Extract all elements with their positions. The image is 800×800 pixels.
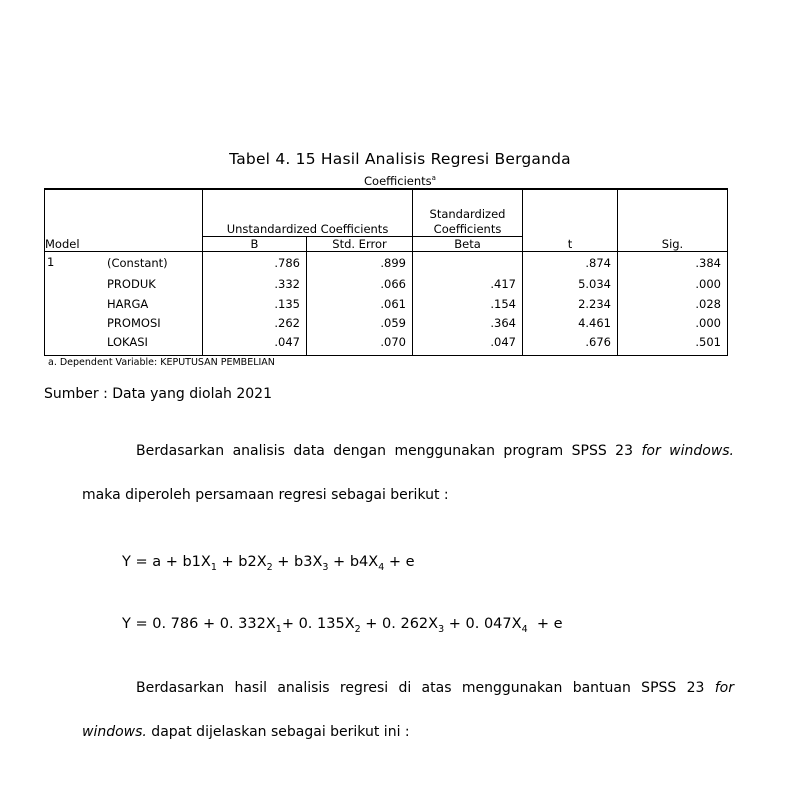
cell-t-constant: .874	[585, 256, 611, 270]
body-column-beta	[413, 252, 523, 356]
cell-se-harga: .061	[380, 297, 406, 311]
cell-b-harga: .135	[274, 297, 300, 311]
table-source: Sumber : Data yang diolah 2021	[44, 386, 272, 402]
cell-sig-lokasi: .501	[695, 335, 721, 349]
beta-values	[413, 252, 522, 355]
t-values	[523, 252, 617, 355]
header-t: t	[523, 189, 618, 252]
paragraph-2-line-2-italic: windows.	[82, 724, 147, 740]
header-std-error: Std. Error	[307, 237, 413, 252]
cell-beta-produk: .417	[490, 277, 516, 291]
header-model: Model	[45, 189, 203, 252]
paragraph-1-line-1-plain: Berdasarkan analisis data dengan menggunakan program SPSS 23	[136, 443, 642, 459]
cell-se-produk: .066	[380, 277, 406, 291]
model-number: 1	[47, 255, 55, 269]
cell-se-constant: .899	[380, 256, 406, 270]
sig-values	[618, 252, 727, 355]
cell-beta-lokasi: .047	[490, 335, 516, 349]
cell-t-produk: 5.034	[578, 277, 611, 291]
cell-sig-produk: .000	[695, 277, 721, 291]
paragraph-1-line-1-italic: for windows.	[641, 443, 735, 459]
paragraph-1-line-2: maka diperoleh persamaan regresi sebagai berikut :	[82, 487, 449, 503]
cell-beta-constant	[413, 254, 522, 273]
header-unstandardized-coefficients: Unstandardized Coefficients	[203, 189, 413, 237]
paragraph-2-line-1	[136, 680, 734, 696]
row-label-promosi: PROMOSI	[107, 316, 161, 330]
body-column-model	[45, 252, 203, 356]
body-column-sig	[618, 252, 728, 356]
std-error-values	[307, 252, 412, 355]
equation-fitted: Y = 0. 786 + 0. $332X_1+ 0$. $135X_2 + 0$. $262X_3 + 0$. $047X_4 + e$	[122, 616, 563, 635]
paragraph-2-line-1-plain: Berdasarkan hasil analisis regresi di atas menggunakan bantuan SPSS 23	[136, 680, 715, 696]
table-header-row-groups	[45, 189, 728, 237]
table-subtitle-text: Coefficients	[364, 174, 432, 188]
cell-t-promosi: 4.461	[578, 316, 611, 330]
cell-t-harga: 2.234	[578, 297, 611, 311]
cell-beta-harga: .154	[490, 297, 516, 311]
body-column-std-error	[307, 252, 413, 356]
row-label-constant: (Constant)	[107, 256, 168, 270]
cell-sig-constant: .384	[695, 256, 721, 270]
paragraph-2-line-2-plain: dapat dijelaskan sebagai berikut ini :	[146, 724, 410, 740]
cell-sig-promosi: .000	[695, 316, 721, 330]
table-subtitle-superscript: a	[431, 174, 436, 183]
body-column-t	[523, 252, 618, 356]
cell-beta-promosi: .364	[490, 316, 516, 330]
header-sig: Sig.	[618, 189, 728, 252]
header-standardized-coefficients	[413, 189, 523, 237]
b-values	[203, 252, 306, 355]
table-footnote: a. Dependent Variable: KEPUTUSAN PEMBELIAN	[48, 357, 275, 368]
cell-b-lokasi: .047	[274, 335, 300, 349]
header-standardized-line1: Standardized	[429, 207, 506, 222]
coefficients-table	[44, 188, 728, 356]
table-caption: Tabel 4. 15 Hasil Analisis Regresi Berganda	[229, 150, 571, 168]
cell-b-promosi: .262	[274, 316, 300, 330]
row-label-lokasi: LOKASI	[107, 335, 148, 349]
paragraph-2-line-2	[82, 724, 410, 740]
header-beta: Beta	[413, 237, 523, 252]
cell-sig-harga: .028	[695, 297, 721, 311]
model-row-labels	[45, 252, 202, 355]
header-standardized-line2: Coefficients	[433, 221, 502, 236]
cell-b-constant: .786	[274, 256, 300, 270]
paragraph-1-line-1	[136, 443, 734, 459]
cell-se-promosi: .059	[380, 316, 406, 330]
cell-b-produk: .332	[274, 277, 300, 291]
header-b: B	[203, 237, 307, 252]
table-subtitle	[0, 174, 800, 188]
paragraph-2-line-1-italic: for	[714, 680, 734, 696]
equation-general: $Y = a + b1X_1 + b2X_2 + b3X_3 + b4X_4 + e$	[122, 554, 415, 573]
cell-se-lokasi: .070	[380, 335, 406, 349]
table-body-band	[45, 252, 728, 356]
cell-t-lokasi: .676	[585, 335, 611, 349]
body-column-b	[203, 252, 307, 356]
row-label-produk: PRODUK	[107, 277, 156, 291]
row-label-harga: HARGA	[107, 297, 149, 311]
